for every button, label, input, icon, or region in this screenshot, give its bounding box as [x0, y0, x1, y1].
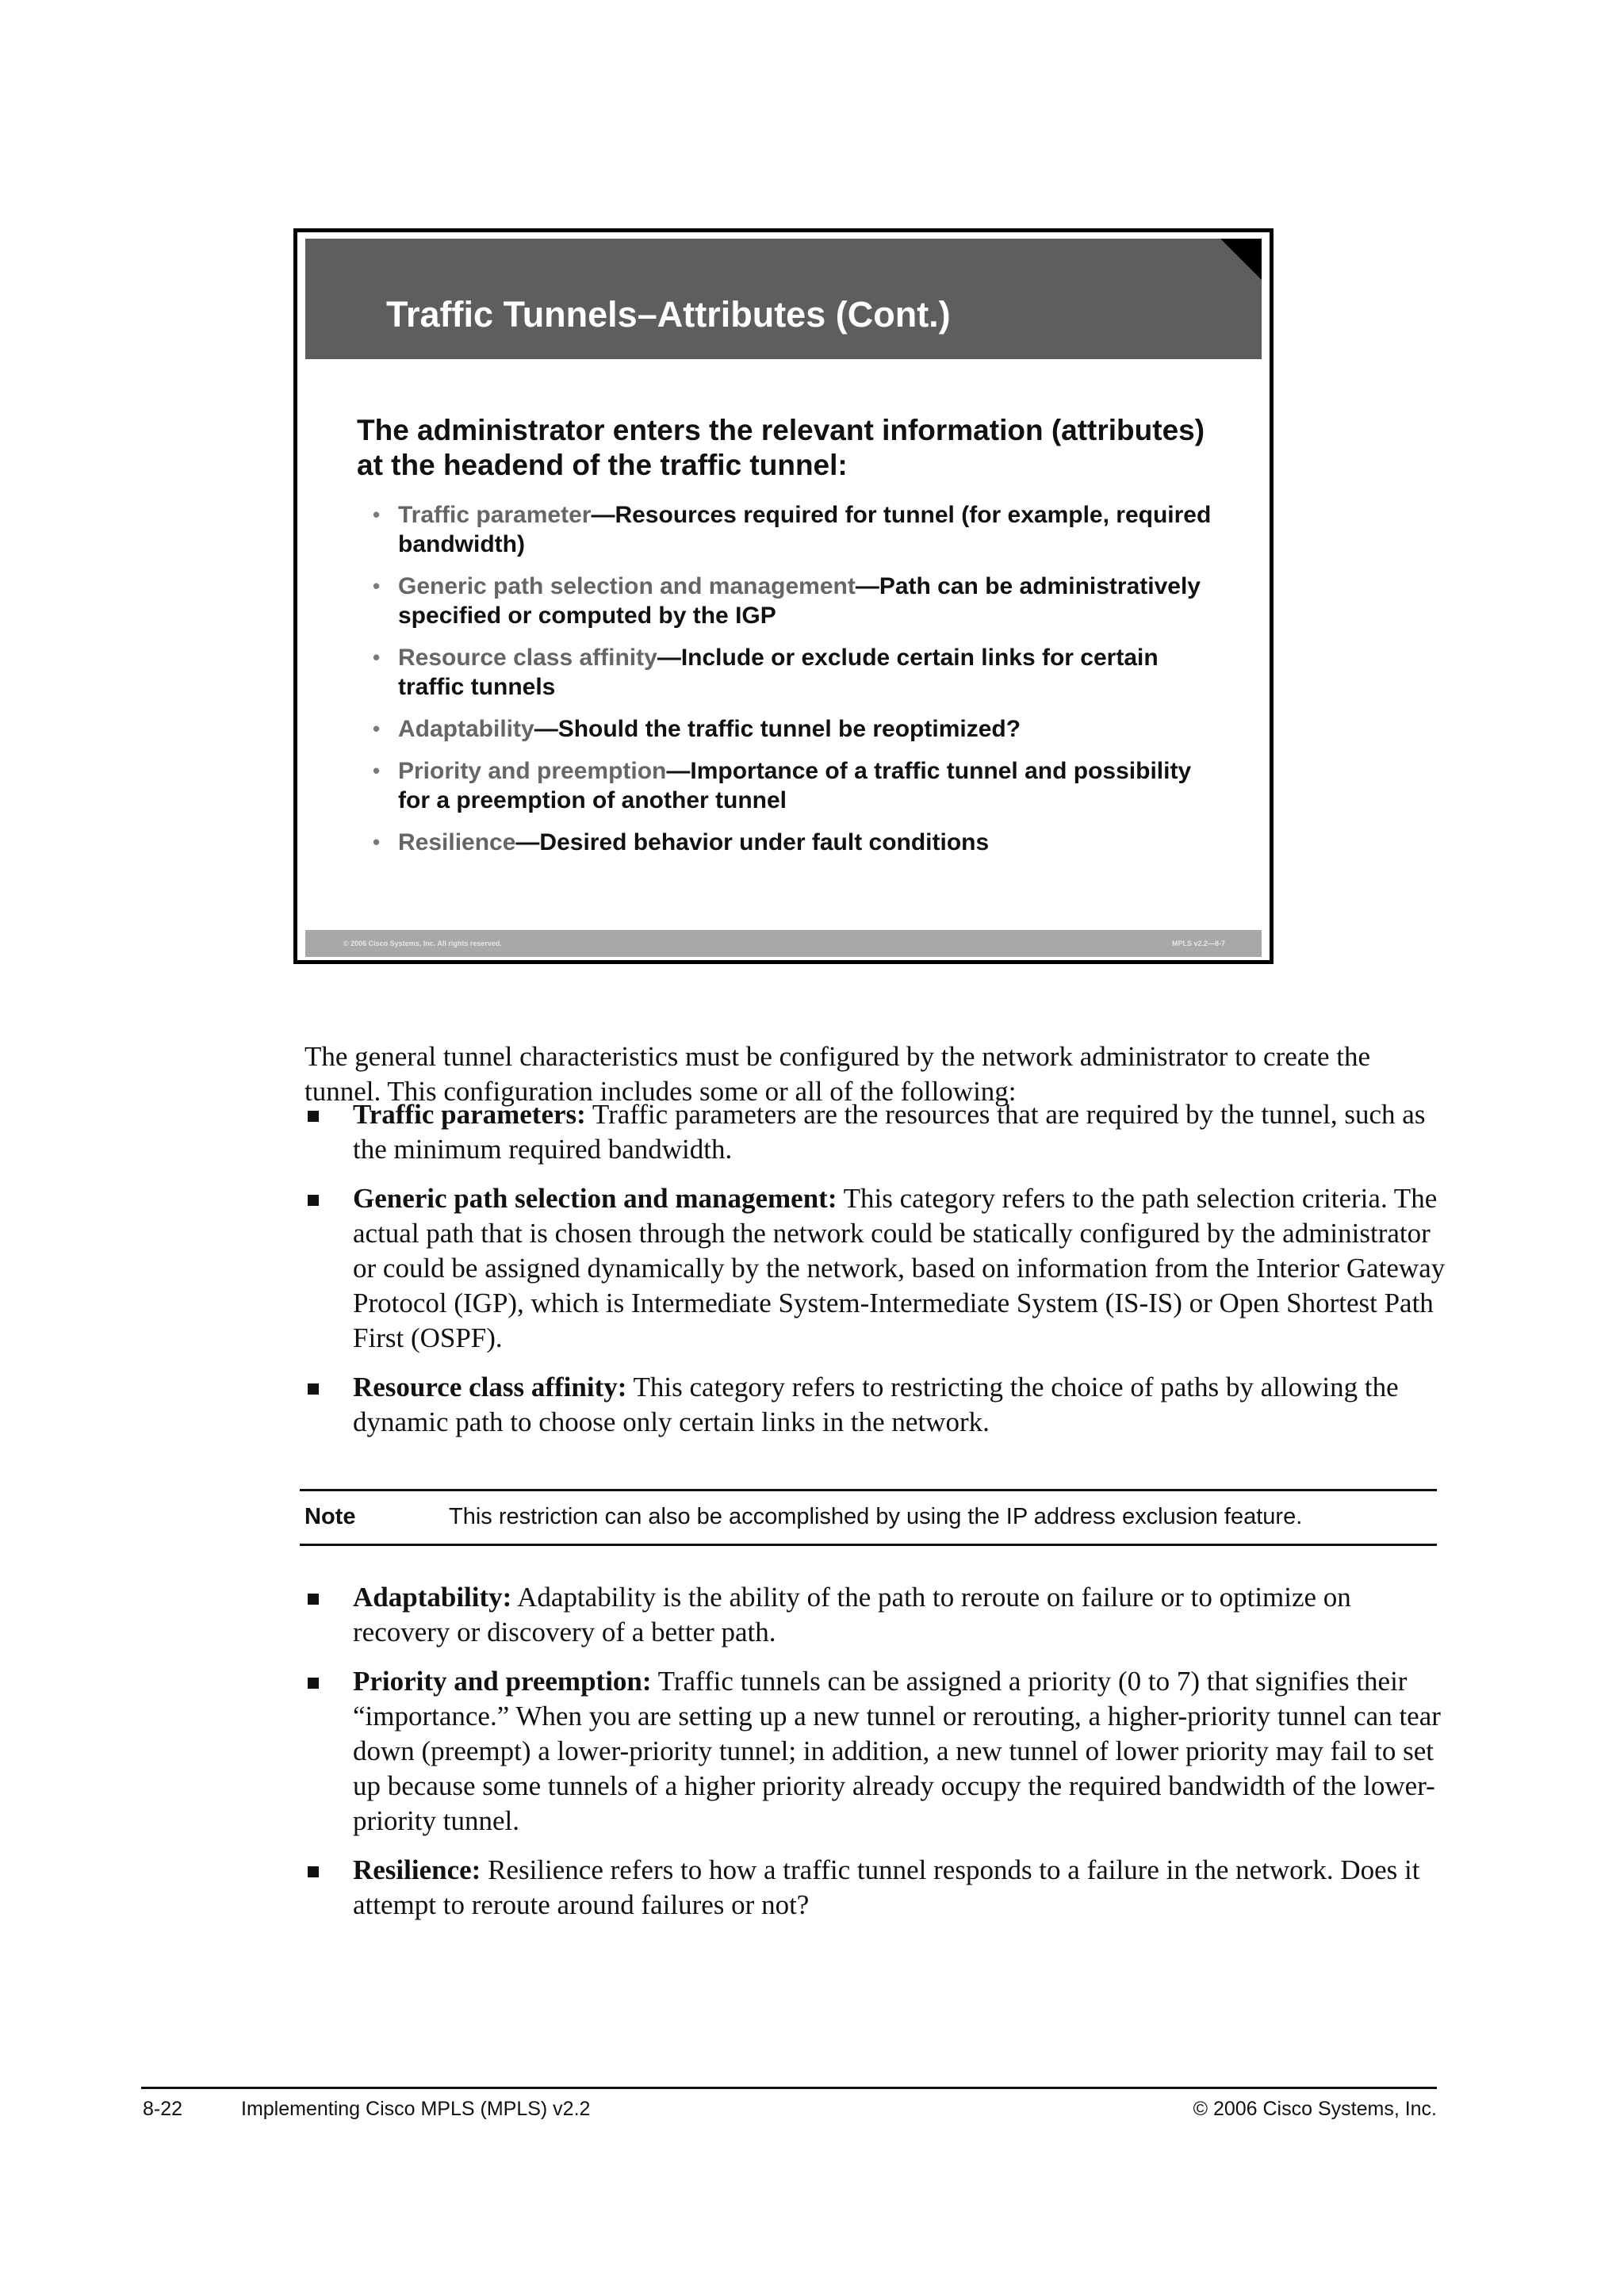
slide-bullet	[373, 572, 1229, 630]
list-item-term: Generic path selection and management:	[353, 1183, 837, 1214]
book-title: Implementing Cisco MPLS (MPLS) v2.2	[241, 2098, 591, 2120]
bullet-dot-icon: •	[373, 574, 381, 598]
list-item-text: This category refers to restricting the choice of paths by allowing the dynamic path to choose only certain links in the network.	[353, 1372, 1399, 1437]
bullet-dot-icon: •	[373, 759, 381, 783]
slide-bullet-term: Adaptability	[398, 716, 534, 742]
square-bullet-icon	[308, 1866, 319, 1877]
list-item-text: Traffic parameters are the resources that are required by the tunnel, such as the minimum required bandwidth.	[353, 1099, 1426, 1165]
slide-bullet-desc: —Importance of a traffic tunnel and possibility for a preemption of another tunnel	[398, 758, 1192, 813]
slide-bullet-term: Generic path selection and management	[398, 573, 856, 599]
square-bullet-icon	[308, 1111, 319, 1122]
footer-copyright: © 2006 Cisco Systems, Inc.	[1193, 2098, 1437, 2120]
slide-footer-bar	[305, 930, 1262, 957]
slide-bullet	[373, 643, 1229, 702]
note-label: Note	[304, 1504, 356, 1529]
slide-bullet-desc: —Include or exclude certain links for certain traffic tunnels	[398, 645, 1159, 700]
slide-bullet	[373, 500, 1229, 559]
slide-bullet-desc: —Path can be administratively specified or computed by the IGP	[398, 573, 1201, 629]
list-item-term: Priority and preemption:	[353, 1666, 652, 1697]
list-item	[304, 1853, 1446, 1923]
list-item-text: This category refers to the path selection criteria. The actual path that is chosen through the network could be statically configured by the administrator or could be assigned dynamically by the network, based on information from the Interior Gateway Protocol (IGP), which is Intermediate System-Intermediate System (IS-IS) or Open Shortest Path First (OSPF).	[353, 1183, 1446, 1353]
bullet-dot-icon: •	[373, 503, 381, 526]
square-bullet-icon	[308, 1678, 319, 1689]
bullet-dot-icon: •	[373, 717, 381, 740]
corner-triangle-icon	[1220, 239, 1262, 280]
list-item	[304, 1370, 1446, 1440]
note-text: This restriction can also be accomplished by using the IP address exclusion feature.	[449, 1504, 1303, 1529]
list-item-term: Adaptability:	[353, 1582, 512, 1613]
list-item-term: Resilience:	[353, 1854, 481, 1885]
slide-bullet	[373, 756, 1229, 815]
square-bullet-icon	[308, 1594, 319, 1605]
square-bullet-icon	[308, 1195, 319, 1206]
page-number: 8-22	[143, 2098, 183, 2120]
list-item-term: Resource class affinity:	[353, 1372, 627, 1402]
slide-bullet-list	[373, 500, 1229, 870]
slide-bullet-term: Traffic parameter	[398, 502, 592, 528]
slide-header-bar	[305, 239, 1262, 359]
list-item	[304, 1181, 1446, 1356]
footer-rule	[141, 2087, 1437, 2089]
slide-bullet	[373, 714, 1229, 744]
list-item-term: Traffic parameters:	[353, 1099, 586, 1130]
slide-footer-code: MPLS v2.2—8-7	[1171, 939, 1225, 947]
slide-bullet-term: Priority and preemption	[398, 758, 667, 784]
list-item	[304, 1097, 1446, 1167]
list-item	[304, 1664, 1446, 1839]
intro-paragraph: The general tunnel characteristics must be configured by the network administrator to create the tunnel. This configuration includes some or all of the following:	[304, 1041, 1371, 1107]
list-item	[304, 1580, 1446, 1650]
bullet-dot-icon: •	[373, 645, 381, 669]
note-box	[300, 1489, 1437, 1546]
slide-intro: The administrator enters the relevant information (attributes) at the headend of the traffic tunnel:	[357, 414, 1205, 481]
list-item-text: Adaptability is the ability of the path to reroute on failure or to optimize on recovery or discovery of a better path.	[353, 1582, 1351, 1647]
square-bullet-icon	[308, 1383, 319, 1395]
slide-bullet	[373, 828, 1229, 857]
slide-bullet-term: Resilience	[398, 829, 516, 855]
list-item-text: Traffic tunnels can be assigned a priority (0 to 7) that signifies their “importance.” When you are setting up a new tunnel or rerouting, a higher-priority tunnel can tear down (preempt) a lower-priority tunnel; in addition, a new tunnel of lower priority may fail to set up because some tunnels of a higher priority already occupy the required bandwidth of the lower-priority tunnel.	[353, 1666, 1441, 1836]
slide-bullet-term: Resource class affinity	[398, 645, 657, 671]
slide-bullet-desc: —Resources required for tunnel (for example, required bandwidth)	[398, 502, 1212, 557]
slide-footer-copyright: © 2006 Cisco Systems, Inc. All rights reserved.	[343, 939, 502, 947]
slide-bullet-desc: —Desired behavior under fault conditions	[515, 829, 990, 855]
slide-bullet-desc: —Should the traffic tunnel be reoptimized?	[534, 716, 1021, 742]
attribute-list-part2	[304, 1580, 1446, 1937]
attribute-list-part1	[304, 1097, 1446, 1454]
slide-title: Traffic Tunnels–Attributes (Cont.)	[386, 294, 951, 335]
list-item-text: Resilience refers to how a traffic tunnel responds to a failure in the network. Does it attempt to reroute around failures or not?	[353, 1854, 1420, 1920]
slide-figure	[293, 228, 1274, 964]
bullet-dot-icon: •	[373, 830, 381, 854]
